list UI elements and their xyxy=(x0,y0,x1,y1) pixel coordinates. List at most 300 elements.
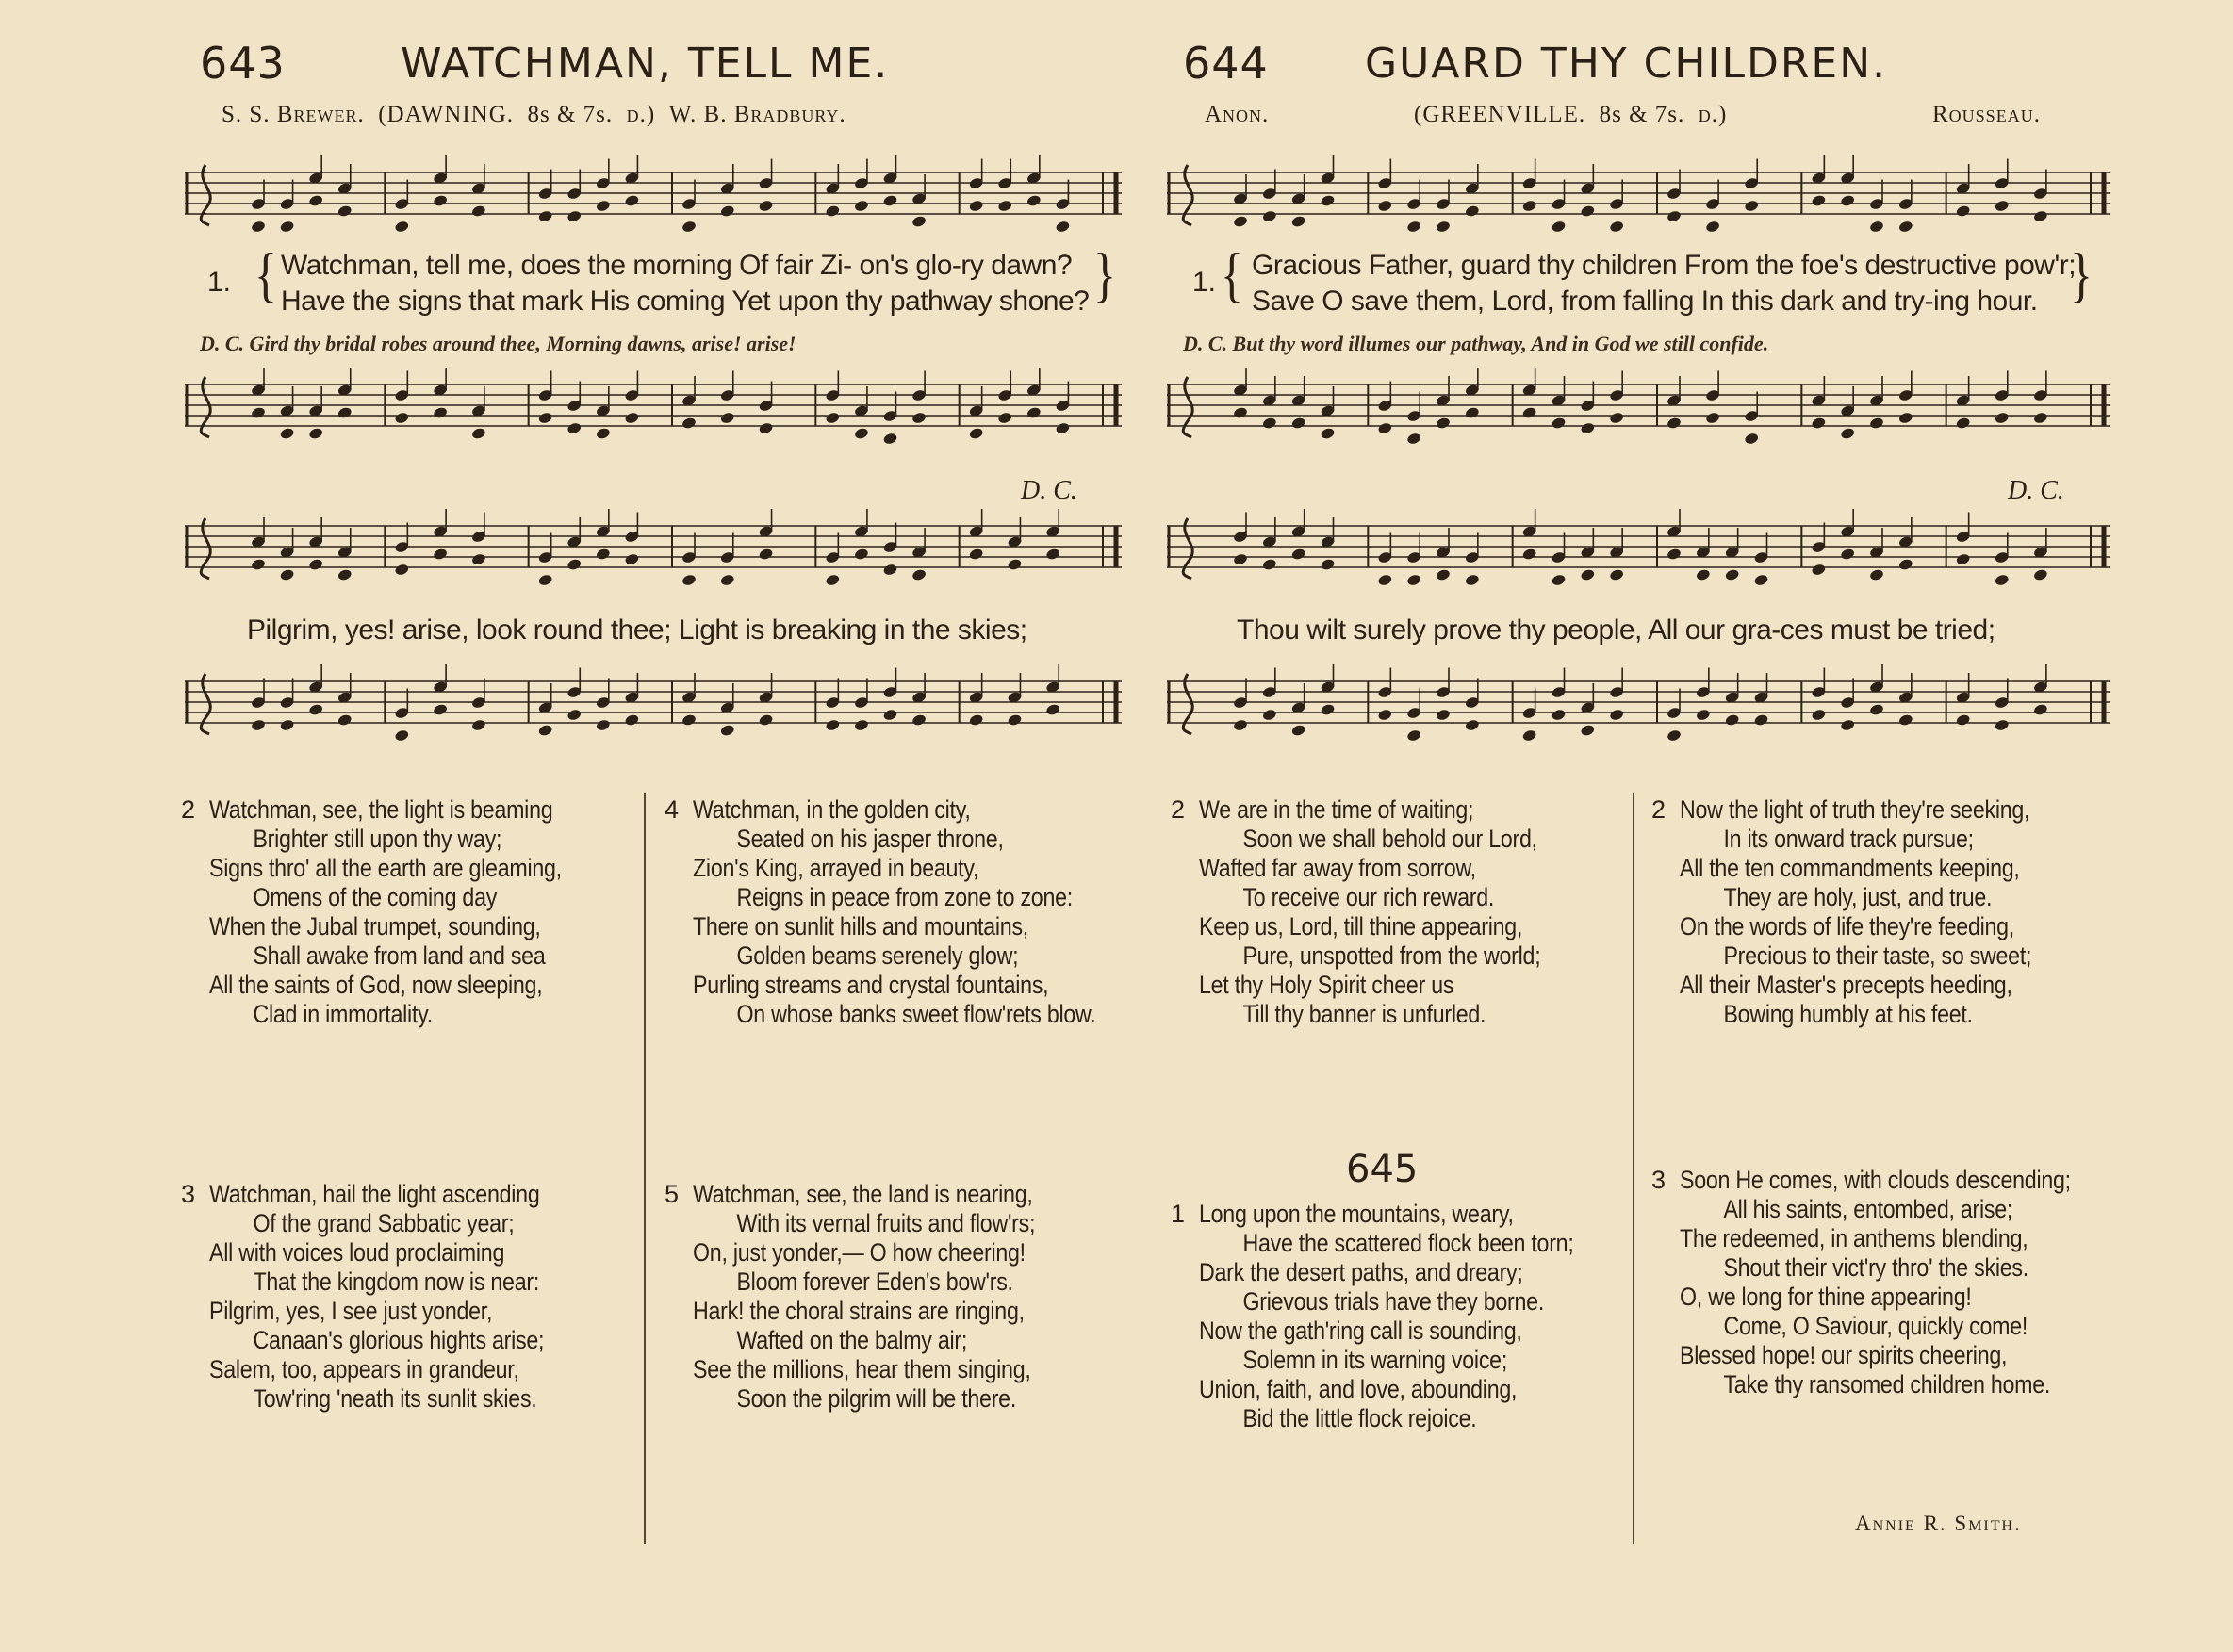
note-head xyxy=(681,220,698,233)
note-head xyxy=(1869,703,1885,716)
note-head xyxy=(1290,215,1306,228)
note-head xyxy=(1609,220,1625,233)
note-head xyxy=(1580,568,1596,581)
stanza-line: Salem, too, appears in grandeur, xyxy=(209,1355,519,1383)
note-head xyxy=(1667,548,1683,561)
note-head xyxy=(911,568,928,581)
note-head xyxy=(1609,708,1625,721)
note-head xyxy=(1744,432,1760,445)
stanza-line: Shout their vict'ry thro' the skies. xyxy=(1723,1253,2028,1282)
hymn-643-verse-number: 1. xyxy=(207,267,232,298)
note-head xyxy=(1994,573,2010,586)
hymn-643-lyric-line-1: Watchman, tell me, does the morning Of fair Zi- on's glo-ry dawn? xyxy=(281,250,1073,281)
note-head xyxy=(1898,713,1914,727)
note-head xyxy=(882,708,898,721)
hymn-643-credits xyxy=(222,102,846,128)
note-head xyxy=(882,563,898,576)
note-head xyxy=(1465,406,1481,419)
note-head xyxy=(1465,718,1481,731)
hymn-644-treble-staff-1 xyxy=(1167,155,2110,250)
hymn-643-refrain: Pilgrim, yes! arise, look round thee; Light is breaking in the skies; xyxy=(247,614,1027,646)
stanza-line: Bloom forever Eden's bow'rs. xyxy=(736,1268,1013,1296)
stanza-line: To receive our rich reward. xyxy=(1242,883,1495,911)
stanza-line: On whose banks sweet flow'rets blow. xyxy=(736,1000,1096,1028)
stanza-line: Have the scattered flock been torn; xyxy=(1242,1229,1574,1257)
note-head xyxy=(1436,220,1452,233)
stanza-line: All his saints, entombed, arise; xyxy=(1723,1195,2013,1223)
note-head xyxy=(1007,558,1023,571)
note-head xyxy=(537,724,553,737)
stanza-line: Hark! the choral strains are ringing, xyxy=(693,1297,1025,1325)
note-head xyxy=(596,427,612,440)
note-head xyxy=(1811,194,1827,207)
clef-icon xyxy=(201,518,210,579)
note-head xyxy=(1811,417,1827,430)
note-head xyxy=(1955,204,1971,218)
stanza-line: Golden beams serenely glow; xyxy=(736,941,1019,970)
note-head xyxy=(825,411,841,424)
clef-icon xyxy=(1183,377,1192,437)
note-head xyxy=(537,573,553,586)
hymn-644-credit-left xyxy=(1205,102,1269,128)
note-head xyxy=(1811,708,1827,721)
hymn-644-meter-suffix: d.) xyxy=(1698,102,1728,127)
note-head xyxy=(1955,417,1971,430)
note-head xyxy=(911,713,928,727)
hymn-645-stanza-2 xyxy=(1651,795,2089,1029)
note-head xyxy=(596,718,612,731)
note-head xyxy=(433,194,449,207)
note-head xyxy=(1007,713,1023,727)
note-head xyxy=(1580,421,1596,434)
note-head xyxy=(1233,552,1249,565)
note-head xyxy=(2033,411,2049,424)
stanza-line: Reigns in peace from zone to zone: xyxy=(736,883,1073,911)
hymn-644-refrain: Thou wilt surely prove thy people, All our gra-ces must be tried; xyxy=(1237,614,1995,646)
note-head xyxy=(1436,417,1452,430)
hymn-643-dc-mark: D. C. xyxy=(1021,476,1077,505)
stanza-line: Precious to their taste, so sweet; xyxy=(1723,941,2032,970)
stanza-line: Keep us, Lord, till thine appearing, xyxy=(1199,912,1523,940)
note-head xyxy=(1724,713,1740,727)
stanza-line: Blessed hope! our spirits cheering, xyxy=(1680,1341,2008,1369)
hymn-644-composer: Rousseau. xyxy=(1932,102,2041,127)
note-head xyxy=(1377,708,1393,721)
clef-icon xyxy=(1183,518,1192,579)
stanza-line: When the Jubal trumpet, sounding, xyxy=(209,912,541,940)
note-head xyxy=(337,713,353,727)
note-head xyxy=(1898,558,1914,571)
note-head xyxy=(681,573,698,586)
hymn-643-stanza-2 xyxy=(181,795,619,1029)
note-head xyxy=(566,708,583,721)
hymn-643-stanza-5 xyxy=(665,1180,1091,1414)
stanza-line: Soon He comes, with clouds descending; xyxy=(1680,1166,2071,1194)
note-head xyxy=(471,718,487,731)
clef-icon xyxy=(201,165,210,225)
note-head xyxy=(1994,718,2010,731)
note-head xyxy=(1753,713,1769,727)
stanza-number: 2 xyxy=(1651,795,1667,824)
stanza-line: Omens of the coming day xyxy=(253,883,498,911)
note-head xyxy=(1465,573,1481,586)
note-head xyxy=(1869,220,1885,233)
hymn-643-bass-staff-1 xyxy=(185,368,1122,471)
stanza-line: Soon the pilgrim will be there. xyxy=(736,1384,1017,1413)
note-head xyxy=(308,427,324,440)
stanza-line: Soon we shall behold our Lord, xyxy=(1242,825,1537,853)
note-head xyxy=(854,718,870,731)
note-head xyxy=(1026,194,1043,207)
note-head xyxy=(279,427,295,440)
stanza-line: In its onward track pursue; xyxy=(1723,825,1974,853)
note-head xyxy=(1406,728,1422,742)
note-head xyxy=(1840,427,1856,440)
note-head xyxy=(1994,411,2010,424)
note-head xyxy=(433,548,449,561)
note-head xyxy=(624,194,640,207)
note-head xyxy=(1262,417,1278,430)
hymn-643-stanza-3 xyxy=(181,1180,599,1414)
clef-icon xyxy=(1183,165,1192,225)
stanza-line: There on sunlit hills and mountains, xyxy=(693,912,1028,940)
hymn-643-stanza-4 xyxy=(665,795,1161,1029)
hymn-644-tune: (GREENVILLE. xyxy=(1414,102,1586,127)
note-head xyxy=(1377,573,1393,586)
note-head xyxy=(825,573,841,586)
stanza-line: They are holy, just, and true. xyxy=(1723,883,1993,911)
note-head xyxy=(337,204,353,218)
note-head xyxy=(1290,548,1306,561)
note-head xyxy=(1290,724,1306,737)
note-head xyxy=(433,703,449,716)
note-head xyxy=(566,558,583,571)
stanza-line: On, just yonder,— O how cheering! xyxy=(693,1238,1026,1267)
hymn-644-verse-number: 1. xyxy=(1192,267,1217,298)
stanza-number: 3 xyxy=(1651,1166,1667,1194)
note-head xyxy=(471,552,487,565)
note-head xyxy=(1840,718,1856,731)
stanza-line: Brighter still upon thy way; xyxy=(253,825,502,853)
note-head xyxy=(825,204,841,218)
note-head xyxy=(1320,427,1336,440)
note-head xyxy=(566,209,583,222)
note-head xyxy=(308,703,324,716)
note-head xyxy=(1377,199,1393,212)
note-head xyxy=(758,548,774,561)
hymn-644-lyric-line-2: Save O save them, Lord, from falling In this dark and try-ing hour. xyxy=(1252,286,2038,317)
note-head xyxy=(471,204,487,218)
hymn-644-dc-text: D. C. But thy word illumes our pathway, And in God we still confide. xyxy=(1183,332,1769,355)
note-head xyxy=(251,220,267,233)
note-head xyxy=(394,411,410,424)
note-head xyxy=(1580,724,1596,737)
hymn-643-dc-text: D. C. Gird thy bridal robes around thee, Morning dawns, arise! arise! xyxy=(200,332,796,355)
note-head xyxy=(394,728,410,742)
hymn-643-meter-suffix: d.) xyxy=(626,102,656,127)
note-head xyxy=(1724,568,1740,581)
note-head xyxy=(1465,204,1481,218)
stanza-line: Of the grand Sabbatic year; xyxy=(253,1209,515,1237)
hymn-644-lyric-line-1: Gracious Father, guard thy children From the foe's destructive pow'r; xyxy=(1252,250,2077,281)
stanza-line: Solemn in its warning voice; xyxy=(1242,1346,1508,1374)
stanza-line: All the ten commandments keeping, xyxy=(1680,854,2020,882)
stanza-line: Zion's King, arrayed in beauty, xyxy=(693,854,979,882)
hymn-643-author: S. S. Brewer. xyxy=(222,102,365,127)
stanza-line: Clad in immortality. xyxy=(253,1000,433,1028)
stanza-number: 3 xyxy=(181,1180,196,1208)
note-head xyxy=(758,421,774,434)
hymn-644-credit-right xyxy=(1932,102,2041,128)
hymn-643-treble-staff-1 xyxy=(185,155,1122,250)
stanza-line: All with voices loud proclaiming xyxy=(209,1238,505,1267)
hymn-644-dc-mark: D. C. xyxy=(2008,476,2064,505)
clef-icon xyxy=(201,377,210,437)
note-head xyxy=(997,199,1013,212)
stanza-line: Watchman, see, the light is beaming xyxy=(209,795,553,824)
note-head xyxy=(624,713,640,727)
note-head xyxy=(854,548,870,561)
note-head xyxy=(1811,563,1827,576)
note-head xyxy=(1262,558,1278,571)
note-head xyxy=(1521,548,1537,561)
note-head xyxy=(854,199,870,212)
note-head xyxy=(1898,411,1914,424)
hymn-643-title: WATCHMAN, TELL ME. xyxy=(401,40,890,88)
stanza-line: O, we long for thine appearing! xyxy=(1680,1283,1972,1311)
note-head xyxy=(719,573,735,586)
note-head xyxy=(624,552,640,565)
note-head xyxy=(1551,417,1567,430)
note-head xyxy=(1233,718,1249,731)
stanza-line: Seated on his jasper throne, xyxy=(736,825,1004,853)
stanza-line: Watchman, see, the land is nearing, xyxy=(693,1180,1033,1208)
note-head xyxy=(624,411,640,424)
note-head xyxy=(1551,220,1567,233)
note-head xyxy=(1667,209,1683,222)
note-head xyxy=(1840,548,1856,561)
note-head xyxy=(1994,199,2010,212)
note-head xyxy=(1898,220,1914,233)
stanza-line: Tow'ring 'neath its sunlit skies. xyxy=(253,1384,537,1413)
note-head xyxy=(566,421,583,434)
note-head xyxy=(2033,568,2049,581)
stanza-line: Wafted far away from sorrow, xyxy=(1199,854,1476,882)
note-head xyxy=(279,220,295,233)
hymn-644-treble-staff-2 xyxy=(1167,509,2110,613)
note-head xyxy=(1869,417,1885,430)
note-head xyxy=(1406,432,1422,445)
stanza-line: Grievous trials have they borne. xyxy=(1242,1287,1545,1316)
note-head xyxy=(1609,411,1625,424)
note-head xyxy=(1290,417,1306,430)
stanza-line: Till thy banner is unfurled. xyxy=(1242,1000,1486,1028)
note-head xyxy=(279,718,295,731)
stanza-line: Long upon the mountains, weary, xyxy=(1199,1200,1514,1228)
hymn-644-bass-staff-1 xyxy=(1167,368,2110,471)
note-head xyxy=(1233,406,1249,419)
note-head xyxy=(2033,209,2049,222)
hymn-643-number: 643 xyxy=(200,38,286,89)
note-head xyxy=(758,199,774,212)
stanza-line: Signs thro' all the earth are gleaming, xyxy=(209,854,562,882)
note-head xyxy=(1055,421,1071,434)
note-head xyxy=(1705,220,1721,233)
note-head xyxy=(1667,728,1683,742)
stanza-number: 4 xyxy=(665,795,680,824)
stanza-line: The redeemed, in anthems blending, xyxy=(1680,1224,2028,1252)
hymn-645-stanza-1 xyxy=(1171,1200,1634,1433)
hymn-645-stanza-3 xyxy=(1651,1166,2134,1399)
note-head xyxy=(1840,194,1856,207)
note-head xyxy=(537,209,553,222)
hymn-643-treble-staff-2 xyxy=(185,509,1122,613)
hymn-643-right-brace: } xyxy=(1093,239,1116,309)
note-head xyxy=(968,199,984,212)
note-head xyxy=(1406,220,1422,233)
note-head xyxy=(681,713,698,727)
stanza-line: Take thy ransomed children home. xyxy=(1723,1370,2051,1398)
note-head xyxy=(337,568,353,581)
stanza-line: That the kingdom now is near: xyxy=(253,1268,540,1296)
note-head xyxy=(854,427,870,440)
stanza-line: Shall awake from land and sea xyxy=(253,941,546,970)
hymn-644-author: Anon. xyxy=(1205,102,1270,127)
note-head xyxy=(537,411,553,424)
note-head xyxy=(1551,708,1567,721)
note-head xyxy=(2033,703,2049,716)
stanza-line: Let thy Holy Spirit cheer us xyxy=(1199,971,1454,999)
stanza-line: Bid the little flock rejoice. xyxy=(1242,1404,1477,1432)
hymn-644-tune-meter xyxy=(1414,102,1727,128)
note-head xyxy=(337,406,353,419)
column-divider-2 xyxy=(1633,793,1634,1544)
note-head xyxy=(681,417,698,430)
note-head xyxy=(1262,209,1278,222)
hymn-643-composer: W. B. Bradbury. xyxy=(668,102,846,127)
stanza-line: Now the light of truth they're seeking, xyxy=(1680,795,2030,824)
note-head xyxy=(1436,568,1452,581)
note-head xyxy=(1521,199,1537,212)
note-head xyxy=(1551,573,1567,586)
hymn-643-bass-staff-2 xyxy=(185,664,1122,768)
stanza-line: Bowing humbly at his feet. xyxy=(1723,1000,1973,1028)
note-head xyxy=(719,724,735,737)
note-head xyxy=(825,718,841,731)
note-head xyxy=(1233,215,1249,228)
note-head xyxy=(471,427,487,440)
note-head xyxy=(1955,552,1971,565)
note-head xyxy=(279,568,295,581)
stanza-line: We are in the time of waiting; xyxy=(1199,795,1474,824)
hymn-644-meter: 8s & 7s. xyxy=(1599,102,1685,127)
note-head xyxy=(1055,220,1071,233)
stanza-line: Dark the desert paths, and dreary; xyxy=(1199,1258,1523,1286)
hymn-644-right-brace: } xyxy=(2070,239,2093,309)
note-head xyxy=(1026,406,1043,419)
note-head xyxy=(1320,194,1336,207)
note-head xyxy=(251,406,267,419)
note-head xyxy=(1521,406,1537,419)
stanza-line: See the millions, hear them singing, xyxy=(693,1355,1031,1383)
note-head xyxy=(1320,558,1336,571)
stanza-line: All the saints of God, now sleeping, xyxy=(209,971,543,999)
note-head xyxy=(968,548,984,561)
stanza-line: All their Master's precepts heeding, xyxy=(1680,971,2012,999)
stanza-line: On the words of life they're feeding, xyxy=(1680,912,2015,940)
hymn-644-number: 644 xyxy=(1183,38,1269,89)
note-head xyxy=(1955,713,1971,727)
note-head xyxy=(1045,548,1061,561)
note-head xyxy=(1045,703,1061,716)
note-head xyxy=(433,406,449,419)
note-head xyxy=(1377,421,1393,434)
stanza-line: With its vernal fruits and flow'rs; xyxy=(736,1209,1036,1237)
stanza-number: 1 xyxy=(1171,1200,1186,1228)
hymn-644-title: GUARD THY CHILDREN. xyxy=(1365,40,1888,88)
note-head xyxy=(596,199,612,212)
note-head xyxy=(758,713,774,727)
note-head xyxy=(997,411,1013,424)
hymn-643-left-brace: { xyxy=(254,239,277,309)
hymn-643-lyric-line-2: Have the signs that mark His coming Yet upon thy pathway shone? xyxy=(281,286,1090,317)
note-head xyxy=(968,713,984,727)
note-head xyxy=(882,432,898,445)
stanza-line: Union, faith, and love, abounding, xyxy=(1199,1375,1518,1403)
column-divider-1 xyxy=(644,793,646,1544)
note-head xyxy=(1436,708,1452,721)
note-head xyxy=(1869,568,1885,581)
stanza-number: 2 xyxy=(181,795,196,824)
note-head xyxy=(394,220,410,233)
stanza-line: Purling streams and crystal fountains, xyxy=(693,971,1049,999)
note-head xyxy=(308,558,324,571)
hymn-645-number: 645 xyxy=(1346,1148,1419,1191)
note-head xyxy=(1320,703,1336,716)
hymn-643-tune: (DAWNING. xyxy=(378,102,514,127)
note-head xyxy=(394,563,410,576)
note-head xyxy=(1609,568,1625,581)
note-head xyxy=(911,411,928,424)
clef-icon xyxy=(1183,674,1192,734)
hymn-644-stanza-2 xyxy=(1171,795,1596,1029)
stanza-line: Pilgrim, yes, I see just yonder, xyxy=(209,1297,493,1325)
hymn-645-author: Annie R. Smith. xyxy=(1855,1512,2022,1535)
note-head xyxy=(1406,573,1422,586)
stanza-line: Come, O Saviour, quickly come! xyxy=(1723,1312,2028,1340)
stanza-line: Watchman, in the golden city, xyxy=(693,795,971,824)
note-head xyxy=(596,548,612,561)
note-head xyxy=(719,411,735,424)
note-head xyxy=(911,215,928,228)
note-head xyxy=(1744,199,1760,212)
stanza-line: Now the gath'ring call is sounding, xyxy=(1199,1317,1522,1345)
note-head xyxy=(968,427,984,440)
note-head xyxy=(1521,728,1537,742)
note-head xyxy=(719,204,735,218)
stanza-line: Pure, unspotted from the world; xyxy=(1242,941,1541,970)
note-head xyxy=(1667,417,1683,430)
hymn-643-meter: 8s & 7s. xyxy=(527,102,614,127)
note-head xyxy=(1262,708,1278,721)
stanza-number: 5 xyxy=(665,1180,680,1208)
note-head xyxy=(1580,204,1596,218)
hymn-644-left-brace: { xyxy=(1221,239,1243,309)
note-head xyxy=(1696,708,1712,721)
note-head xyxy=(251,718,267,731)
note-head xyxy=(1753,573,1769,586)
stanza-line: Wafted on the balmy air; xyxy=(736,1326,968,1354)
